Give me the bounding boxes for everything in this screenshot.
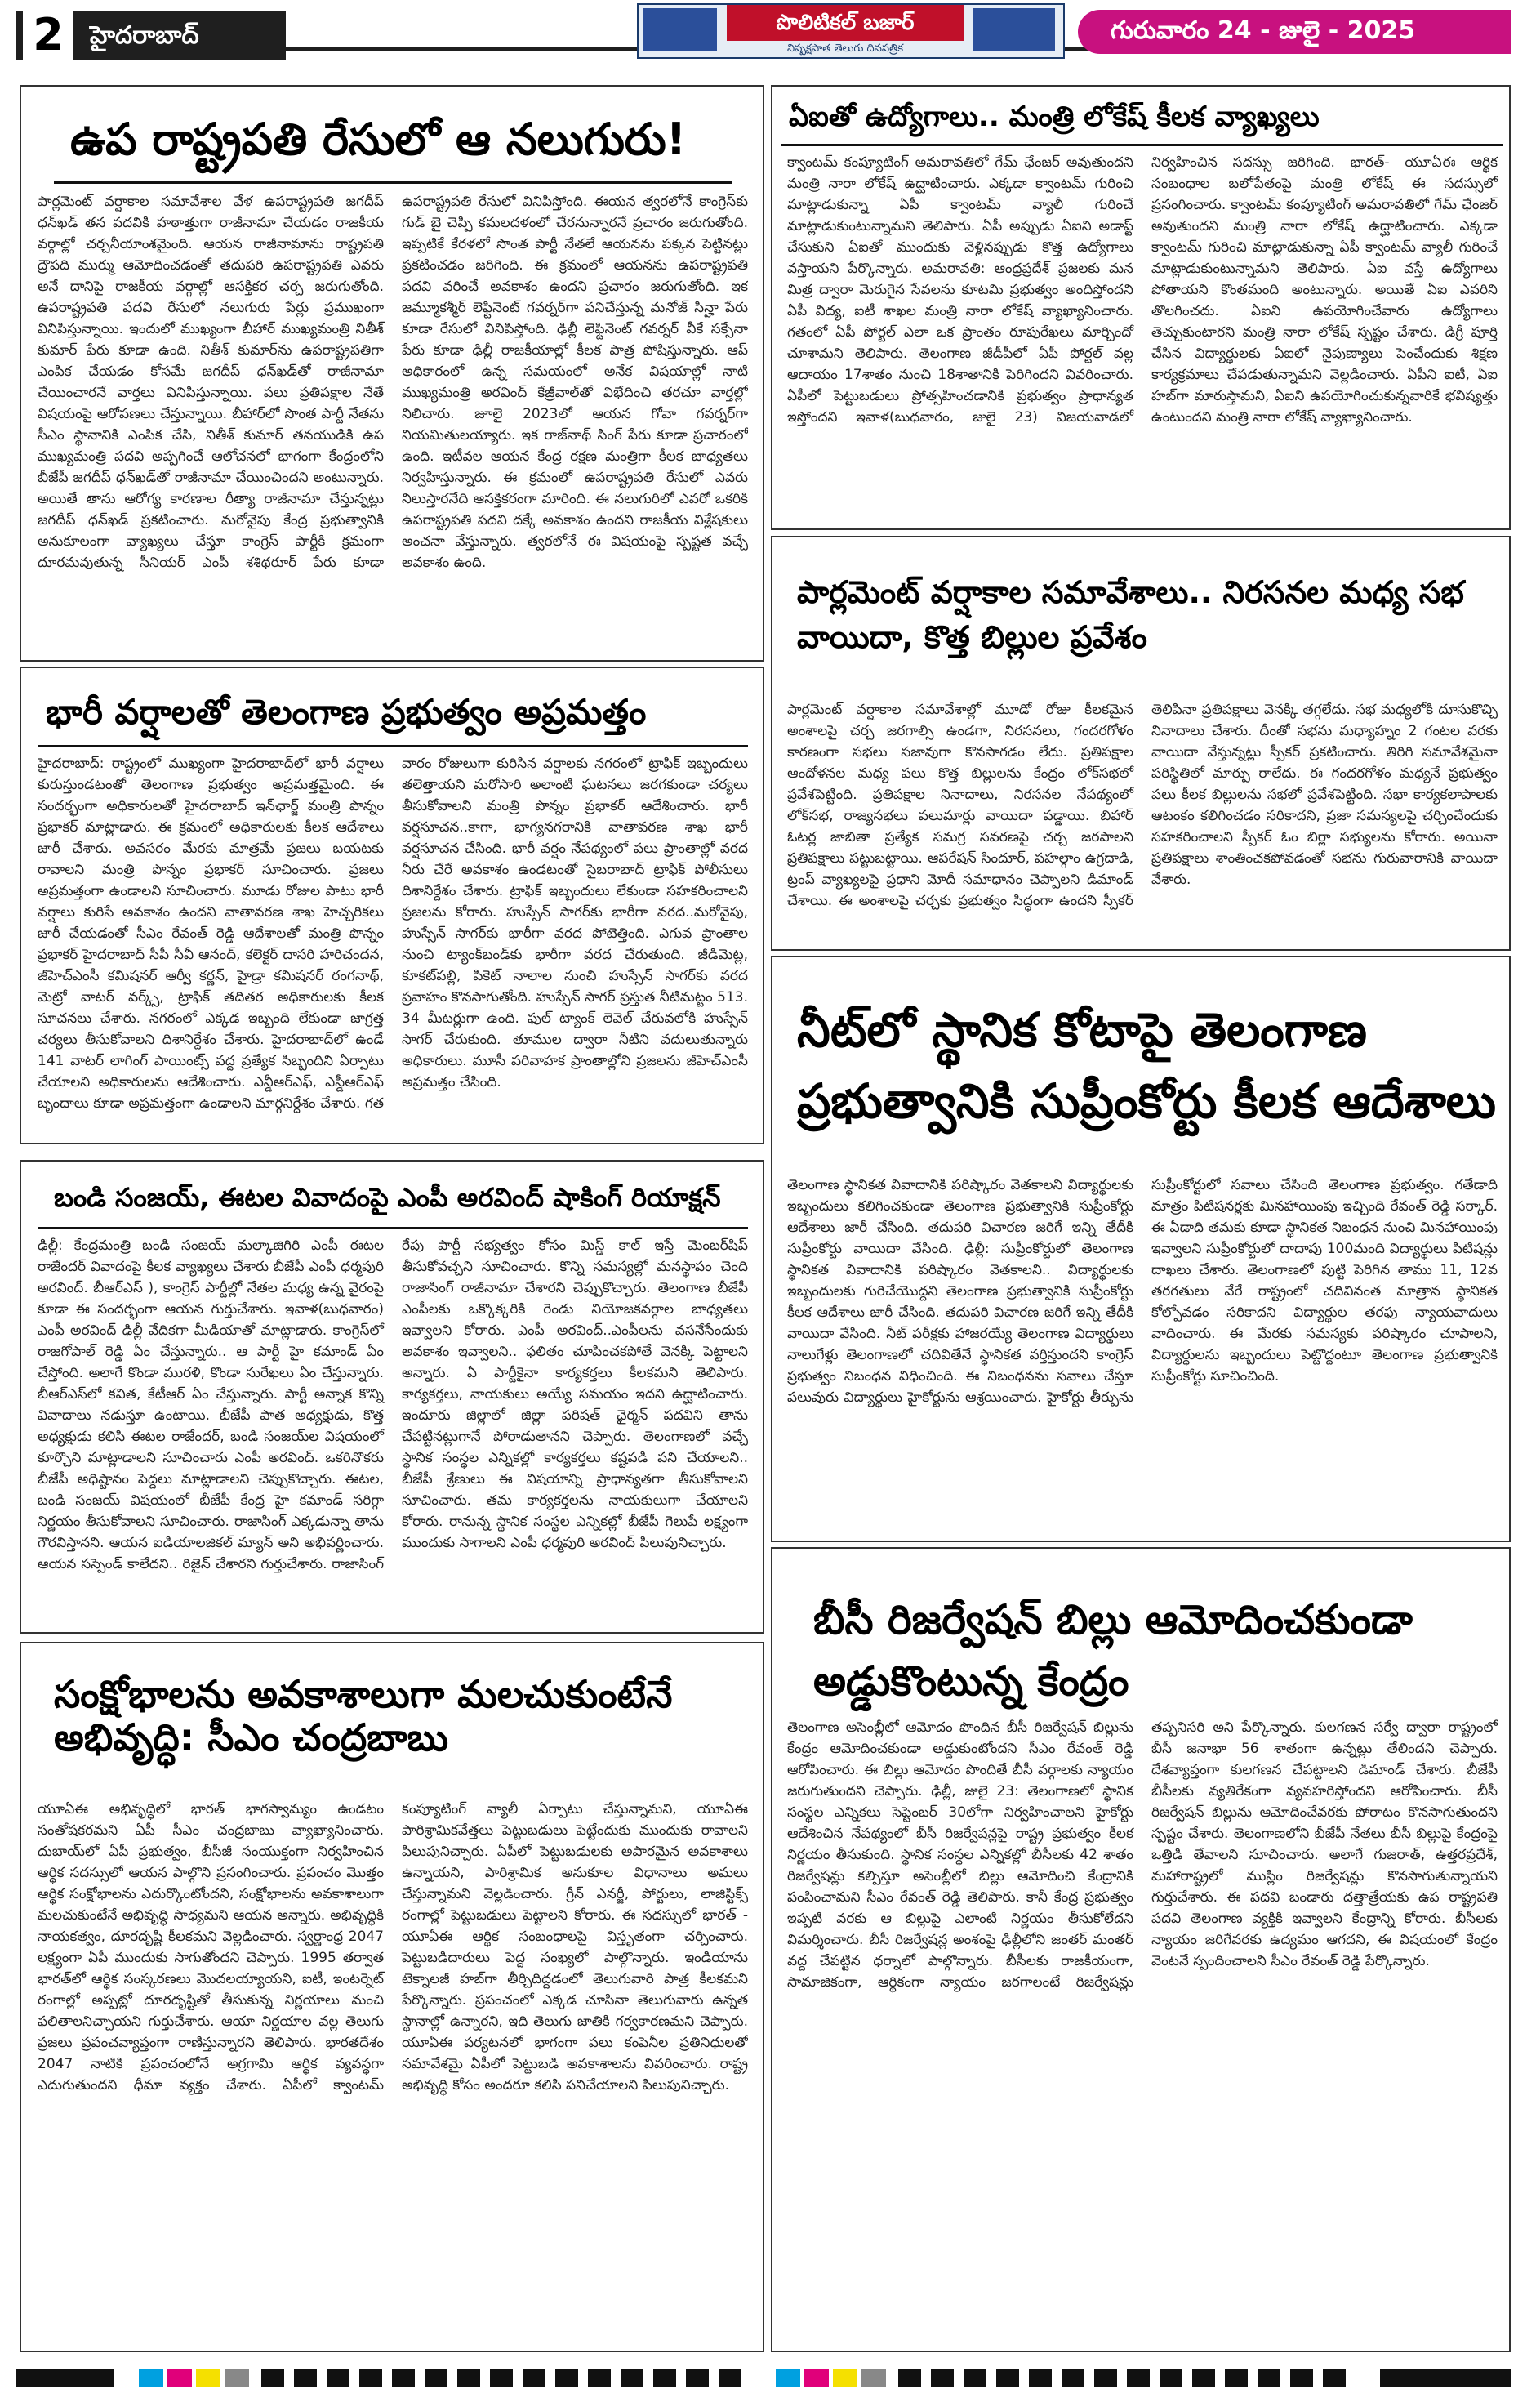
registration-swatch [261,2369,751,2387]
article-cm-chandrababu [20,1642,764,2352]
registration-swatch [861,2369,886,2387]
article-neet-local-quota [771,956,1511,1542]
article-body: తెలంగాణ స్థానికత వివాదానికి పరిష్కారం వెతకాలని విద్యార్థులకు ఇబ్బందులు కలిగించకుండా తెలంగాణ ప్రభుత్వానికి సుప్రీంకోర్టు ఆదేశాలు జారీ చేసింది. తదుపరి విచారణ జరిగే ఇన్ని తేదీకి సుప్రీంకోర్టు వాయిదా వేసింది. ఢిల్లీ: సుప్రీంకోర్టులో తెలంగాణ స్థానికత వివాదానికి పరిష్కారం వెతకాలని.. విద్యార్థులకు ఇబ్బందులకు గురిచేయొద్దని తెలంగాణ ప్రభుత్వానికి సుప్రీంకోర్టు కీలక ఆదేశాలు జారీ చేసింది. తదుపరి విచారణ జరిగే ఇన్ని తేదీకి వాయిదా వేసింది. నీట్ పరీక్షకు హాజరయ్యే తెలంగాణ విద్యార్థులు నాలుగేళ్లు తెలంగాణలో చదివితేనే స్థానికత వర్తిస్తుందని కాంగ్రెస్ ప్రభుత్వం నిబంధన విధించింది. ఈ నిబంధనను సవాలు చేస్తూ పలువురు విద్యార్థులు హైకోర్టును ఆశ్రయించారు. హైకోర్టు తీర్పును సుప్రీంకోర్టులో సవాలు చేసింది తెలంగాణ ప్రభుత్వం. గతేడాది మాత్రం పిటిషనర్లకు మినహాయింపు ఇచ్చింది రేవంత్ రెడ్డి సర్కార్. ఈ ఏడాది తమకు కూడా స్థానికత నిబంధన నుంచి మినహాయింపు ఇవ్వాలని సుప్రీంకోర్టులో దాదాపు 100మంది విద్యార్థులు పిటిషన్లు దాఖలు చేశారు. తెలంగాణలో పుట్టి పెరిగిన తాము 11, 12వ తరగతులు వేరే రాష్ట్రంలో చదివినంత మాత్రాన స్థానికత కోల్పోవడం సరికాదని విద్యార్థుల తరఫు న్యాయవాదులు వాదించారు. ఈ మేరకు సమస్యకు పరిష్కారం చూపాలని, విద్యార్థులను ఇబ్బందులు పెట్టొద్దంటూ తెలంగాణ ప్రభుత్వానికి సుప్రీంకోర్టు సూచించింది. [787,1177,1498,1406]
article-body: తెలంగాణ అసెంబ్లీలో ఆమోదం పొందిన బీసీ రిజర్వేషన్ బిల్లును కేంద్రం ఆమోదించకుండా అడ్డుకుంటోందని సీఎం రేవంత్ రెడ్డి ఆరోపించారు. ఈ బిల్లు ఆమోదం పొందితే బీసీ వర్గాలకు న్యాయం జరుగుతుందని చెప్పారు. ఢిల్లీ, జులై 23: తెలంగాణలో స్థానిక సంస్థల ఎన్నికలు సెప్టెంబర్ 30లోగా నిర్వహించాలని హైకోర్టు ఆదేశించిన నేపథ్యంలో బీసీ రిజర్వేషన్లపై రాష్ట్ర ప్రభుత్వం కీలక నిర్ణయం తీసుకుంది. స్థానిక సంస్థల ఎన్నికల్లో బీసీలకు 42 శాతం రిజర్వేషన్లు కల్పిస్తూ అసెంబ్లీలో బిల్లు ఆమోదించి కేంద్రానికి పంపించామని సీఎం రేవంత్ రెడ్డి తెలిపారు. కానీ కేంద్ర ప్రభుత్వం ఇప్పటి వరకు ఆ బిల్లుపై ఎలాంటి నిర్ణయం తీసుకోలేదని విమర్శించారు. బీసీ రిజర్వేషన్ల అంశంపై ఢిల్లీలోని జంతర్ మంతర్ వద్ద చేపట్టిన ధర్నాలో పాల్గొన్నారు. బీసీలకు రాజకీయంగా, సామాజికంగా, ఆర్థికంగా న్యాయం జరగాలంటే రిజర్వేషన్లు తప్పనిసరి అని పేర్కొన్నారు. కులగణన సర్వే ద్వారా రాష్ట్రంలో బీసీ జనాభా 56 శాతంగా ఉన్నట్లు తేలిందని చెప్పారు. దేశవ్యాప్తంగా కులగణన చేపట్టాలని డిమాండ్ చేశారు. బీజేపీ బీసీలకు వ్యతిరేకంగా వ్యవహరిస్తోందని ఆరోపించారు. బీసీ రిజర్వేషన్ బిల్లును ఆమోదించేవరకు పోరాటం కొనసాగుతుందని స్పష్టం చేశారు. తెలంగాణలోని బీజేపీ నేతలు బీసీ బిల్లుపై కేంద్రంపై ఒత్తిడి తేవాలని సూచించారు. అలాగే గుజరాత్, ఉత్తరప్రదేశ్, మహారాష్ట్రలో ముస్లిం రిజర్వేషన్లు కొనసాగుతున్నాయని గుర్తుచేశారు. ఈ పదవి బండారు దత్తాత్రేయకు ఉప రాష్ట్రపతి పదవి తెలంగాణ వ్యక్తికి ఇవ్వాలని కేంద్రాన్ని కోరారు. బీసీలకు న్యాయం జరిగేవరకు ఉద్యమం ఆగదని, ఈ విషయంలో కేంద్రం వెంటనే స్పందించాలని సీఎం రేవంత్ రెడ్డి పేర్కొన్నారు. [787,1719,1498,1991]
article-telangana-rains [20,667,764,1144]
article-body: యూఏఈ అభివృద్ధిలో భారత్ భాగస్వామ్యం ఉండటం సంతోషకరమని ఏపీ సీఎం చంద్రబాబు వ్యాఖ్యానించారు. దుబాయ్‌లో ఏపీ ప్రభుత్వం, బీసీజీ సంయుక్తంగా నిర్వహించిన ఆర్థిక సదస్సులో ఆయన పాల్గొని ప్రసంగించారు. ప్రపంచం మొత్తం ఆర్థిక సంక్షోభాలను ఎదుర్కొంటోందని, సంక్షోభాలను అవకాశాలుగా మలచుకుంటేనే అభివృద్ధి సాధ్యమని ఆయన అన్నారు. అభివృద్ధికి నాయకత్వం, దూరదృష్టి కీలకమని వెల్లడించారు. స్వర్ణాంధ్ర 2047 లక్ష్యంగా ఏపీ ముందుకు సాగుతోందని చెప్పారు. 1995 తర్వాత భారత్‌లో ఆర్థిక సంస్కరణలు మొదలయ్యాయని, ఐటీ, ఇంటర్నెట్ రంగాల్లో అప్పట్లో దూరదృష్టితో తీసుకున్న నిర్ణయాలు మంచి ఫలితాలనిచ్చాయని గుర్తుచేశారు. ఆయా నిర్ణయాల వల్ల తెలుగు ప్రజలు ప్రపంచవ్యాప్తంగా రాణిస్తున్నారని తెలిపారు. భారతదేశం 2047 నాటికి ప్రపంచంలోనే అగ్రగామి ఆర్థిక వ్యవస్థగా ఎదుగుతుందని ధీమా వ్యక్తం చేశారు. ఏపీలో క్వాంటమ్ కంప్యూటింగ్ వ్యాలీ ఏర్పాటు చేస్తున్నామని, యూఏఈ పారిశ్రామికవేత్తలు పెట్టుబడులు పెట్టేందుకు ముందుకు రావాలని పిలుపునిచ్చారు. ఏపీలో పెట్టుబడులకు అపారమైన అవకాశాలు ఉన్నాయని, పారిశ్రామిక అనుకూల విధానాలు అమలు చేస్తున్నామని వెల్లడించారు. గ్రీన్ ఎనర్జీ, పోర్టులు, లాజిస్టిక్స్ రంగాల్లో పెట్టుబడులు పెట్టాలని కోరారు. ఈ సదస్సులో భారత్ - యూఏఈ ఆర్థిక సంబంధాలపై విస్తృతంగా చర్చించారు. పెట్టుబడిదారులు పెద్ద సంఖ్యలో పాల్గొన్నారు. ఇండియాను టెక్నాలజీ హబ్‌గా తీర్చిదిద్దడంలో తెలుగువారి పాత్ర కీలకమని పేర్కొన్నారు. ప్రపంచంలో ఎక్కడ చూసినా తెలుగువారు ఉన్నత స్థానాల్లో ఉన్నారని, ఇది తెలుగు జాతికి గర్వకారణమని చెప్పారు. యూఏఈ పర్యటనలో భాగంగా పలు కంపెనీల ప్రతినిధులతో సమావేశమై ఏపీలో పెట్టుబడి అవకాశాలను వివరించారు. రాష్ట్ర అభివృద్ధి కోసం అందరూ కలిసి పనిచేయాలని పిలుపునిచ్చారు. [38,1801,748,2094]
registration-swatch [1380,2369,1511,2387]
issue-date: గురువారం 24 - జులై - 2025 [1111,16,1416,45]
headline: బండి సంజయ్, ఈటల వివాదంపై ఎంపీ అరవింద్ షాకింగ్ రియాక్షన్ [54,1182,721,1213]
registration-swatch [225,2369,249,2387]
print-registration-bar [16,2369,1511,2393]
headline-rule [54,181,732,184]
masthead-logo-right-icon [973,8,1055,51]
article-bandi-sanjay-etela [20,1160,764,1634]
article-body: పార్లమెంట్ వర్షాకాల సమావేశాల్లో మూడో రోజు కీలకమైన అంశాలపై చర్చ జరగాల్సి ఉండగా, నిరసనలు, గందరగోళం కారణంగా సభలు సజావుగా కొనసాగడం లేదు. ప్రతిపక్షాల ఆందోళనల మధ్య పలు కొత్త బిల్లులను కేంద్రం లోక్‌సభలో ప్రవేశపెట్టింది. ప్రతిపక్షాల నినాదాలు, నిరసనల నేపథ్యంలో లోక్‌సభ, రాజ్యసభలు పలుమార్లు వాయిదా పడ్డాయి. బిహార్ ఓటర్ల జాబితా ప్రత్యేక సమగ్ర సవరణపై చర్చ జరపాలని ప్రతిపక్షాలు పట్టుబట్టాయి. ఆపరేషన్ సిందూర్, పహల్గాం ఉగ్రదాడి, ట్రంప్ వ్యాఖ్యలపై ప్రధాని మోదీ సమాధానం చెప్పాలని డిమాండ్ చేశాయి. ఈ అంశాలపై చర్చకు ప్రభుత్వం సిద్ధంగా ఉందని స్పీకర్ తెలిపినా ప్రతిపక్షాలు వెనక్కి తగ్గలేదు. సభ మధ్యలోకి దూసుకొచ్చి నినాదాలు చేశారు. దీంతో సభను మధ్యాహ్నం 2 గంటల వరకు వాయిదా వేస్తున్నట్లు స్పీకర్ ప్రకటించారు. తిరిగి సమావేశమైనా పరిస్థితిలో మార్పు రాలేదు. ఈ గందరగోళం మధ్యనే ప్రభుత్వం పలు కీలక బిల్లులను సభలో ప్రవేశపెట్టింది. సభా కార్యకలాపాలకు ఆటంకం కలిగించడం సరికాదని, ప్రజా సమస్యలపై చర్చించేందుకు సహకరించాలని స్పీకర్ ఓం బిర్లా సభ్యులను కోరారు. అయినా ప్రతిపక్షాలు శాంతించకపోవడంతో సభను గురువారానికి వాయిదా వేశారు. [787,702,1498,909]
registration-swatch [16,2369,114,2387]
headline: నీట్‌లో స్థానిక కోటాపై తెలంగాణ ప్రభుత్వానికి సుప్రీంకోర్టు కీలక ఆదేశాలు [797,1002,1496,1129]
article-body: ఢిల్లీ: కేంద్రమంత్రి బండి సంజయ్‌ మల్కాజిగిరి ఎంపీ ఈటల రాజేందర్‌ వివాదంపై కీలక వ్యాఖ్యలు చేశారు బీజేపీ ఎంపీ ధర్మపురి అరవింద్. బీఆర్ఎస్ ), కాంగ్రెస్ పార్టీల్లో నేతల మధ్య ఉన్న వైరంపై కూడా ఈ సందర్భంగా ఆయన గుర్తుచేశారు. ఇవాళ(బుధవారం) ఎంపీ అరవింద్ ఢిల్లీ వేదికగా మీడియాతో మాట్లాడారు. కాంగ్రెస్‌లో రాజగోపాల్ రెడ్డి ఏం చేస్తున్నారు.. ఆ పార్టీ హై కమాండ్ ఏం చేస్తోంది. అలాగే కొండా మురళి, కొండా సురేఖలు ఏం చేస్తున్నారు. బీఆర్ఎస్‌లో కవిత, కేటీఆర్ ఏం చేస్తున్నారు. పార్టీ అన్నాక కొన్ని వివాదాలు నడుస్తూ ఉంటాయి. బీజేపీ పాత అధ్యక్షుడు, కొత్త అధ్యక్షుడు కలిసి ఈటల రాజేందర్, బండి సంజయ్‌ల విషయంలో కూర్చొని మాట్లాడాలని సూచించారు ఎంపీ అరవింద్. ఒకరినొకరు బీజేపీ అధిష్టానం పెద్దలు మాట్లాడాలని చెప్పుకొచ్చారు. ఈటల, బండి సంజయ్ విషయంలో బీజేపీ కేంద్ర హై కమాండ్ సరిగ్గా నిర్ణయం తీసుకోవాలని సూచించారు. రాజాసింగ్ ఎక్కడున్నా తాను గౌరవిస్తానని. ఆయన ఐడియాలజికల్ మ్యాన్ అని అభివర్ణించారు. ఆయన సస్పెండ్ కాలేదని.. రిజైన్ చేశారని గుర్తుచేశారు. రాజాసింగ్ రేపు పార్టీ సభ్యత్వం కోసం మిస్డ్ కాల్ ఇస్తే మెంబర్‌షిప్ తీసుకోవచ్చని సూచించారు. కొన్ని సమస్యల్లో మనస్థాపం చెంది రాజాసింగ్ రాజీనామా చేశారని చెప్పుకొచ్చారు. తెలంగాణ బీజేపీ ఎంపీలకు ఒక్కొక్కరికి రెండు నియోజకవర్గాల బాధ్యతలు ఇవ్వాలని కోరారు. ఎంపీ అరవింద్..ఎంపీలను వసనేసేందుకు అవకాశం ఇవ్వాలని.. ఫలితం చూపించకపోతే వెనక్కి పెట్టాలని అన్నారు. ఏ పార్టీకైనా కార్యకర్తలు కీలకమని తెలిపారు. కార్యకర్తలు, నాయకులు అయ్యే సమయం ఇదని ఉద్ఘాటించారు. ఇందూరు జిల్లాలో జిల్లా పరిషత్ ఛైర్మన్ పదవిని తాను చేపట్టినట్లుగానే పోరాడుతానని చెప్పారు. తెలంగాణలో వచ్చే స్థానిక సంస్థల ఎన్నికల్లో కార్యకర్తలు కష్టపడి పని చేయాలని.. బీజేపీ శ్రేణులు ఈ విషయాన్ని ప్రాధాన్యతగా తీసుకోవాలని సూచించారు. తమ కార్యకర్తలను నాయకులుగా చేయాలని కోరారు. రానున్న స్థానిక సంస్థల ఎన్నికల్లో బీజేపీ గెలుపే లక్ష్యంగా ముందుకు సాగాలని ఎంపీ ధర్మపురి అరవింద్ పిలుపునిచ్చారు. [38,1237,748,1572]
headline: ఏఐతో ఉద్యోగాలు.. మంత్రి లోకేష్ కీలక వ్యాఖ్యలు [789,100,1320,133]
article-ai-jobs-lokesh [771,85,1511,530]
registration-swatch [833,2369,857,2387]
headline: పార్లమెంట్ వర్షాకాల సమావేశాలు.. నిరసనల మధ్య సభ వాయిదా, కొత్త బిల్లుల ప్రవేశం [797,574,1464,656]
registration-swatch [167,2369,192,2387]
registration-swatch [804,2369,829,2387]
article-bc-reservation-bill [771,1547,1511,2352]
registration-swatch [139,2369,163,2387]
headline: బీసీ రిజర్వేషన్ బిల్లు ఆమోదించకుండా అడ్డుకొంటున్న కేంద్రం [813,1596,1413,1705]
masthead-logo-left-icon [643,8,717,51]
article-vice-president-race [20,85,764,662]
headline: ఉప రాష్ట్రపతి రేసులో ఆ నలుగురు! [70,114,687,165]
registration-swatch [898,2369,1356,2387]
registration-swatch [776,2369,800,2387]
registration-swatch [196,2369,220,2387]
masthead-title: పొలిటికల్ బజార్ [727,5,964,41]
headline: భారీ వర్షాలతో తెలంగాణ ప్రభుత్వం అప్రమత్తం [46,692,647,732]
page-number: 2 [23,8,73,62]
edition-city: హైదరాబాద్ [90,21,199,50]
headline-rule [38,1227,748,1229]
headline: సంక్షోభాలను అవకాశాలుగా మలచుకుంటేనే అభివృద్ధి: సీఎం చంద్రబాబు [54,1672,673,1759]
headline-rule [781,144,1503,146]
article-body: హైదరాబాద్: రాష్ట్రంలో ముఖ్యంగా హైదరాబాద్‌లో భారీ వర్షాలు కురుస్తుండటంతో తెలంగాణ ప్రభుత్వం అప్రమత్తమైంది. ఈ సందర్భంగా అధికారులతో హైదరాబాద్ ఇన్‌ఛార్జ్ మంత్రి పొన్నం ప్రభాకర్ మాట్లాడారు. ఈ క్రమంలో అధికారులకు కీలక ఆదేశాలు జారీ చేశారు. అవసరం మేరకు మాత్రమే ప్రజలు బయటకు రావాలని మంత్రి పొన్నం ప్రభాకర్ సూచించారు. ప్రజలు అప్రమత్తంగా ఉండాలని సూచించారు. మూడు రోజుల పాటు భారీ వర్షాలు కురిసే అవకాశం ఉందని వాతావరణ శాఖ హెచ్చరికలు జారీ చేయడంతో సీఎం రేవంత్ రెడ్డి ఆదేశాలతో మంత్రి పొన్నం ప్రభాకర్ హైదరాబాద్ సీపీ సీవీ ఆనంద్, కలెక్టర్ దాసరి హరిచందన, జీహెచ్ఎంసీ కమిషనర్ ఆర్వీ కర్ణన్, హైడ్రా కమిషనర్ రంగనాథ్, మెట్రో వాటర్ వర్క్స్, ట్రాఫిక్ తదితర అధికారులకు కీలక సూచనలు చేశారు. నగరంలో ఎక్కడ ఇబ్బంది లేకుండా జాగ్రత్త చర్యలు తీసుకోవాలని దిశానిర్దేశం చేశారు. హైదరాబాద్‌లో ఉండే 141 వాటర్ లాగింగ్ పాయింట్స్ వద్ద ప్రత్యేక సిబ్బందిని ఏర్పాటు చేయాలని అధికారులను ఆదేశించారు. ఎన్డీఆర్ఎఫ్, ఎస్డీఆర్ఎఫ్ బృందాలు కూడా అప్రమత్తంగా ఉండాలని మార్గనిర్దేశం చేశారు. గత వారం రోజులుగా కురిసిన వర్షాలకు నగరంలో ట్రాఫిక్ ఇబ్బందులు తలెత్తాయని మరోసారి అలాంటి ఘటనలు జరగకుండా చర్యలు తీసుకోవాలని మంత్రి పొన్నం ప్రభాకర్ ఆదేశించారు. భారీ వర్షసూచన..కాగా, భాగ్యనగరానికి వాతావరణ శాఖ భారీ వర్షసూచన చేసింది. భారీ వర్షం నేపథ్యంలో పలు ప్రాంతాల్లో వరద నీరు చేరే అవకాశం ఉండటంతో సైబరాబాద్ ట్రాఫిక్ పోలీసులు దిశానిర్దేశం చేశారు. ట్రాఫిక్ ఇబ్బందులు లేకుండా సహకరించాలని ప్రజలను కోరారు. హుస్సేన్ సాగర్‌కు భారీగా వరద..మరోవైపు, హుస్సేన్ సాగర్‌కు భారీగా వరద పోటెత్తింది. ఎగువ ప్రాంతాల నుంచి ట్యాంక్‌బండ్‌కు భారీగా వరద చేరుతుంది. జీడిమెట్ల, కూకట్‌పల్లి, పికెట్ నాలాల నుంచి హుస్సేన్ సాగర్‌కు వరద ప్రవాహం కొనసాగుతోంది. హుస్సేన్ సాగర్ ప్రస్తుత నీటిమట్టం 513. 34 మీటర్లుగా ఉంది. ఫుల్ ట్యాంక్ లెవెల్ చేరువలోకి హుస్సేన్ సాగర్ చేరుకుంది. తూముల ద్వారా నీటిని వదులుతున్నారు అధికారులు. మూసీ పరివాహక ప్రాంతాల్లోని ప్రజలను జీహెచ్ఎంసీ అప్రమత్తం చేసింది. [38,756,748,1112]
headline-rule [38,745,748,747]
article-body: క్వాంటమ్ కంప్యూటింగ్ అమరావతిలో గేమ్ ఛేంజర్ అవుతుందని మంత్రి నారా లోకేష్ ఉద్ఘాటించారు. ఎక్కడా క్వాంటమ్ గురించి మాట్లాడుకున్నా ఏపీ క్వాంటమ్ వ్యాలీ గురించే మాట్లాడుకుంటున్నామని తెలిపారు. ఏపీ అప్పుడు ఏఐని అడాప్ట్ చేసుకుని ఏఐతో ముందుకు వెళ్లినప్పుడు కొత్త ఉద్యోగాలు వస్తాయని పేర్కొన్నారు. అమరావతి: ఆంధ్రప్రదేశ్ ప్రజలకు మన మిత్ర ద్వారా మెరుగైన సేవలను కూటమి ప్రభుత్వం అందిస్తోందని ఏపీ విద్య, ఐటీ శాఖల మంత్రి నారా లోకేష్ వ్యాఖ్యానించారు. గతంలో ఏపీ పోర్టల్ ఎలా ఒక ప్రాంతం రూపురేఖలు మార్చిందో చూశామని తెలిపారు. తెలంగాణ జీడీపీలో ఏపీ పోర్టల్ వల్ల ఆదాయం 17శాతం నుంచి 18శాతానికి పెరిగిందని వివరించారు. ఏపీలో పెట్టుబడులు ప్రోత్సహించడానికి ప్రభుత్వం ప్రాధాన్యత ఇస్తోందని ఇవాళ(బుధవారం, జులై 23) విజయవాడలో నిర్వహించిన సదస్సు జరిగింది. భారత్- యూఏఈ ఆర్థిక సంబంధాల బలోపేతంపై మంత్రి లోకేష్ ఈ సదస్సులో ప్రసంగించారు. క్వాంటమ్ కంప్యూటింగ్ అమరావతిలో గేమ్ ఛేంజర్ అవుతుందని మంత్రి నారా లోకేష్ ఉద్ఘాటించారు. ఎక్కడా క్వాంటమ్ గురించి మాట్లాడుకున్నా ఏపీ క్వాంటమ్ వ్యాలీ గురించే మాట్లాడుకుంటున్నామని తెలిపారు. ఏఐ వస్తే ఉద్యోగాలు పోతాయని కొంతమంది అంటున్నారు. అయితే ఏఐ ఎవరిని తొలగించదు. ఏఐని ఉపయోగించేవారు ఉద్యోగాలు తెచ్చుకుంటారని మంత్రి నారా లోకేష్ స్పష్టం చేశారు. డిగ్రీ పూర్తి చేసిన విద్యార్థులకు ఏఐలో నైపుణ్యాలు పెంచేందుకు శిక్షణ కార్యక్రమాలు చేపడుతున్నామని వెల్లడించారు. ఏపీని ఐటీ, ఏఐ హబ్‌గా మారుస్తామని, ఏఐని ఉపయోగించుకున్నవారికే భవిష్యత్తు ఉంటుందని మంత్రి నారా లోకేష్ వ్యాఖ్యానించారు. [787,154,1498,426]
article-body: పార్లమెంట్ వర్షాకాల సమావేశాల వేళ ఉపరాష్ట్రపతి జగదీప్ ధన్‌ఖడ్ తన పదవికి హఠాత్తుగా రాజీనామా చేయడం రాజకీయ వర్గాల్లో చర్చనీయాంశమైంది. ఆయన రాజీనామాను రాష్ట్రపతి ద్రౌపది ముర్ము ఆమోదించడంతో తదుపరి ఉపరాష్ట్రపతి ఎవరు అనే దానిపై రాజకీయ వర్గాల్లో ఆసక్తికర చర్చ జరుగుతోంది. ఉపరాష్ట్రపతి పదవి రేసులో నలుగురు పేర్లు ప్రముఖంగా వినిపిస్తున్నాయి. ఇందులో ముఖ్యంగా బీహార్ ముఖ్యమంత్రి నితీశ్ కుమార్ పేరు కూడా ఉంది. నితీశ్ కుమార్‌ను ఉపరాష్ట్రపతిగా ఎంపిక చేయడం కోసమే జగదీప్ ధన్‌ఖడ్‌తో రాజీనామా చేయించారనే వార్తలు వినిపిస్తున్నాయి. పలు ప్రతిపక్షాల నేతే విషయంపై ఆరోపణలు చేస్తున్నాయి. బీహార్‌లో సొంత పార్టీ నేతను సీఎం స్థానానికి ఎంపిక చేసి, నితీశ్ కుమార్ తనయుడికి ఉప ముఖ్యమంత్రి పదవి అప్పగించే ఆలోచనలో భాగంగా కేంద్రంలోని బీజేపీ జగదీప్ ధన్‌ఖడ్‌తో రాజీనామా చేయించిందని అంటున్నారు. అయితే తాను ఆరోగ్య కారణాల రీత్యా రాజీనామా చేస్తున్నట్లు జగదీప్ ధన్‌ఖడ్ ప్రకటించారు. మరోవైపు కేంద్ర ప్రభుత్వానికి అనుకూలంగా వ్యాఖ్యలు చేస్తూ కాంగ్రెస్ పార్టీకి క్రమంగా దూరమవుతున్న సీనియర్ ఎంపీ శశిథరూర్ పేరు కూడా ఉపరాష్ట్రపతి రేసులో వినిపిస్తోంది. ఈయన త్వరలోనే కాంగ్రెస్‌కు గుడ్ బై చెప్పి కమలదళంలో చేరనున్నారనే ప్రచారం జరుగుతోంది. ఇప్పటికే కేరళలో సొంత పార్టీ నేతలే ఆయనను పక్కన పెట్టినట్లు ప్రకటించడం జరిగింది. ఈ క్రమంలో ఆయనను ఉపరాష్ట్రపతి పదవి వరించే అవకాశం ఉందని ప్రచారం జరుగుతోంది. ఇక జమ్మూకశ్మీర్ లెఫ్టినెంట్ గవర్నర్‌గా పనిచేస్తున్న మనోజ్ సిన్హా పేరు కూడా రేసులో వినిపిస్తోంది. ఢిల్లీ లెఫ్టినెంట్ గవర్నర్ వీకే సక్సేనా పేరు కూడా ఢిల్లీ రాజకీయాల్లో కీలక పాత్ర పోషిస్తున్నారు. ఆప్ అధికారంలో ఉన్న సమయంలో అనేక విషయాల్లో నాటి ముఖ్యమంత్రి అరవింద్ కేజ్రీవాల్‌తో విభేదించి తరచూ వార్తల్లో నిలిచారు. జూలై 2023లో ఆయన గోవా గవర్నర్‌గా నియమితులయ్యారు. ఇక రాజ్‌నాథ్ సింగ్ పేరు కూడా ప్రచారంలో ఉంది. ఇటీవల ఆయన కేంద్ర రక్షణ మంత్రిగా కీలక బాధ్యతలు నిర్వహిస్తున్నారు. ఈ క్రమంలో ఉపరాష్ట్రపతి రేసులో ఎవరు నిలుస్తారనేది ఆసక్తికరంగా మారింది. ఈ నలుగురిలో ఎవరో ఒకరికి ఉపరాష్ట్రపతి పదవి దక్కే అవకాశం ఉందని రాజకీయ విశ్లేషకులు అంచనా వేస్తున్నారు. త్వరలోనే ఈ విషయంపై స్పష్టత వచ్చే అవకాశం ఉంది. [38,194,748,571]
article-parliament-monsoon-session [771,536,1511,951]
masthead-tagline: నిష్పక్షపాత తెలుగు దినపత్రిక [786,42,904,55]
